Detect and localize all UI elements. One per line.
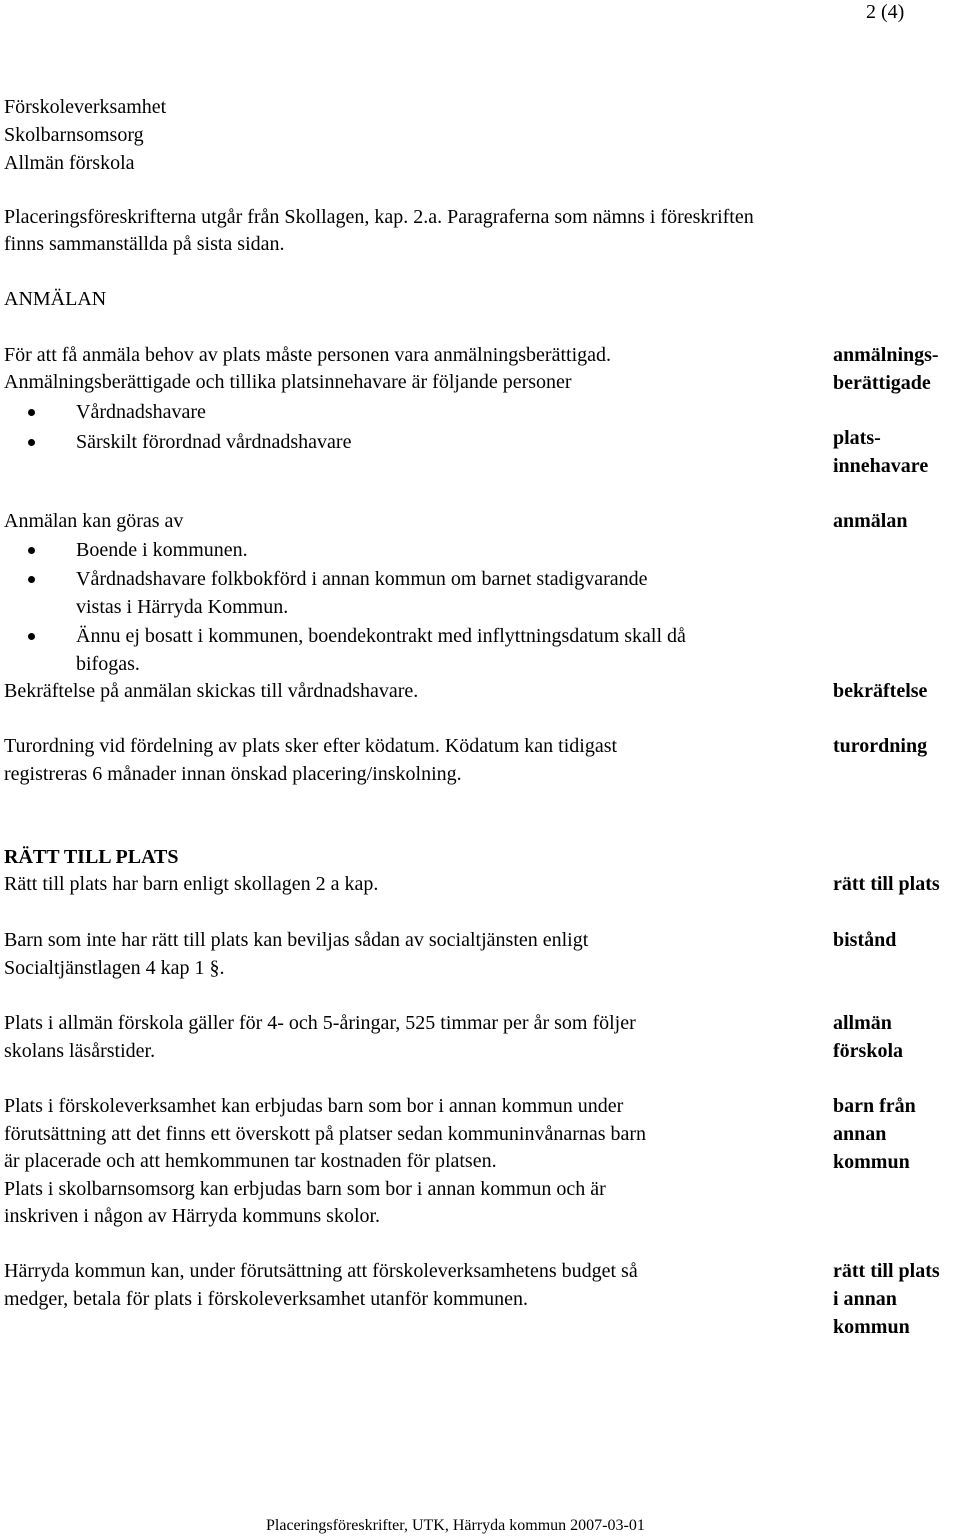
side-barn-fran-annan-kommun <box>833 1092 916 1176</box>
anmalan-line-1: För att få anmäla behov av plats måste personen vara anmälningsberättigad. <box>4 344 612 366</box>
footer-text: Placeringsföreskrifter, UTK, Härryda kommun 2007-03-01 <box>266 1517 645 1534</box>
side-ratt-till-plats: rätt till plats <box>833 873 940 895</box>
side-ratt-till-plats-annan-kommun <box>833 1257 940 1341</box>
ratt-p4-line-3: är placerade och att hemkommunen tar kostnaden för platsen. <box>4 1150 497 1172</box>
side-allman-forskola-line-2: förskola <box>833 1040 903 1062</box>
side-anmalningsberattigade-line-2: berättigade <box>833 372 931 394</box>
intro-line-1: Placeringsföreskrifterna utgår från Skollagen, kap. 2.a. Paragraferna som nämns i föreskriften <box>4 206 754 228</box>
page-number: 2 (4) <box>866 1 905 23</box>
title-allman-forskola: Allmän förskola <box>4 152 135 174</box>
title-skolbarnsomsorg: Skolbarnsomsorg <box>4 124 144 146</box>
ratt-p2-line-1: Barn som inte har rätt till plats kan beviljas sådan av socialtjänsten enligt <box>4 929 589 951</box>
side-anmalningsberattigade <box>833 341 939 397</box>
side-ratt-annan-line-3: kommun <box>833 1316 910 1338</box>
bullet-folkbokford: Vårdnadshavare folkbokförd i annan kommun om barnet stadigvarande <box>76 565 647 593</box>
anmalan-line-4: Bekräftelse på anmälan skickas till vårdnadshavare. <box>4 680 419 702</box>
anmalan-line-5: Turordning vid fördelning av plats sker efter ködatum. Ködatum kan tidigast <box>4 735 618 757</box>
ratt-p4-line-5: inskriven i någon av Härryda kommuns skolor. <box>4 1205 381 1227</box>
side-platsinnehavare <box>833 424 928 480</box>
side-barn-fran-line-1: barn från <box>833 1095 916 1117</box>
bullet-folkbokford-cont: vistas i Härryda Kommun. <box>76 596 289 618</box>
side-allman-forskola <box>833 1009 903 1065</box>
title-forskoleverksamhet: Förskoleverksamhet <box>4 96 167 118</box>
side-ratt-annan-line-2: i annan <box>833 1288 897 1310</box>
ratt-heading: RÄTT TILL PLATS <box>4 846 179 868</box>
bullet-vardnadshavare: Vårdnadshavare <box>76 398 206 426</box>
side-platsinnehavare-line-1: plats- <box>833 427 881 449</box>
anmalan-line-2: Anmälningsberättigade och tillika platsinnehavare är följande personer <box>4 371 572 393</box>
side-anmalan: anmälan <box>833 510 908 532</box>
side-ratt-annan-line-1: rätt till plats <box>833 1260 940 1282</box>
ratt-p4-line-1: Plats i förskoleverksamhet kan erbjudas barn som bor i annan kommun under <box>4 1095 624 1117</box>
ratt-p5-line-1: Härryda kommun kan, under förutsättning att förskoleverksamhetens budget så <box>4 1260 638 1282</box>
ratt-p1: Rätt till plats har barn enligt skollagen 2 a kap. <box>4 873 379 895</box>
side-bekraftelse: bekräftelse <box>833 680 928 702</box>
side-platsinnehavare-line-2: innehavare <box>833 455 929 477</box>
anmalan-heading: ANMÄLAN <box>4 288 107 310</box>
intro-line-2: finns sammanställda på sista sidan. <box>4 233 285 255</box>
bullet-ej-bosatt: Ännu ej bosatt i kommunen, boendekontrakt med inflyttningsdatum skall då <box>76 622 686 650</box>
side-barn-fran-line-2: annan <box>833 1123 887 1145</box>
anmalan-line-3: Anmälan kan göras av <box>4 510 184 532</box>
ratt-p5-line-2: medger, betala för plats i förskoleverksamhet utanför kommunen. <box>4 1288 529 1310</box>
anmalan-line-6: registreras 6 månader innan önskad placering/inskolning. <box>4 763 462 785</box>
side-allman-forskola-line-1: allmän <box>833 1012 892 1034</box>
side-anmalningsberattigade-line-1: anmälnings- <box>833 344 939 366</box>
ratt-p2-line-2: Socialtjänstlagen 4 kap 1 §. <box>4 957 225 979</box>
bullet-sarskilt-forordnad: Särskilt förordnad vårdnadshavare <box>76 428 351 456</box>
side-bistand: bistånd <box>833 929 897 951</box>
bullet-boende: Boende i kommunen. <box>76 536 248 564</box>
ratt-p4-line-4: Plats i skolbarnsomsorg kan erbjudas barn som bor i annan kommun och är <box>4 1178 606 1200</box>
ratt-p3-line-2: skolans läsårstider. <box>4 1040 156 1062</box>
side-turordning: turordning <box>833 735 928 757</box>
bullet-ej-bosatt-cont: bifogas. <box>76 653 140 675</box>
ratt-p4-line-2: förutsättning att det finns ett överskott på platser sedan kommuninvånarnas barn <box>4 1123 647 1145</box>
side-barn-fran-line-3: kommun <box>833 1151 910 1173</box>
ratt-p3-line-1: Plats i allmän förskola gäller för 4- och 5-åringar, 525 timmar per år som följer <box>4 1012 636 1034</box>
